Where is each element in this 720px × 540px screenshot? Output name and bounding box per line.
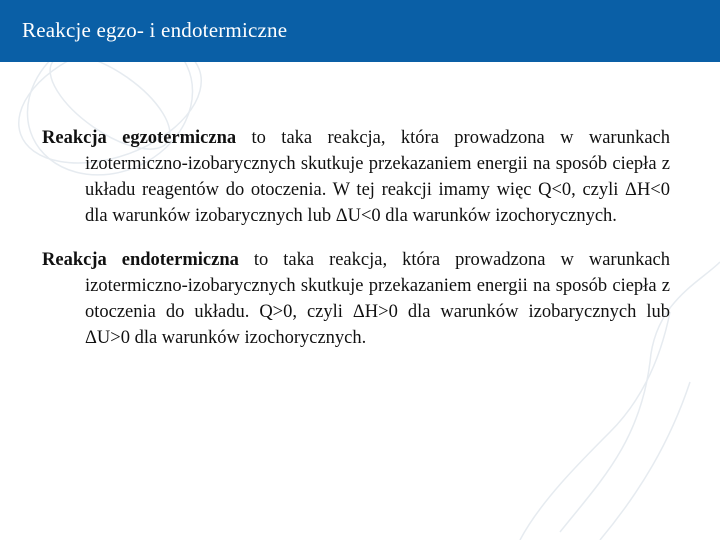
definition-exothermic: to taka reakcja, która prowadzona w warunkach izotermiczno-izobarycznych skutkuje przekazaniem energii na sposób ciepła z układu reagentów do otoczenia. W tej reakcji imamy więc Q<0, czyli ΔH<0 dla warunków izobarycznych lub ΔU<0 dla warunków izochorycznych.	[85, 128, 671, 226]
paragraph-exothermic	[42, 125, 670, 229]
paragraph-endothermic	[42, 247, 670, 351]
definition-endothermic: to taka reakcja, która prowadzona w warunkach izotermiczno-izobarycznych skutkuje przekazaniem energii na sposób ciepła z otoczenia do układu. Q>0, czyli ΔH>0 dla warunków izobarycznych lub ΔU>0 dla warunków izochorycznych.	[85, 250, 671, 348]
slide-title: Reakcje egzo- i endotermiczne	[22, 18, 288, 42]
slide-content	[42, 125, 670, 369]
term-endothermic: Reakcja endotermiczna	[42, 250, 239, 270]
term-exothermic: Reakcja egzotermiczna	[42, 128, 237, 148]
slide-header	[0, 0, 720, 62]
